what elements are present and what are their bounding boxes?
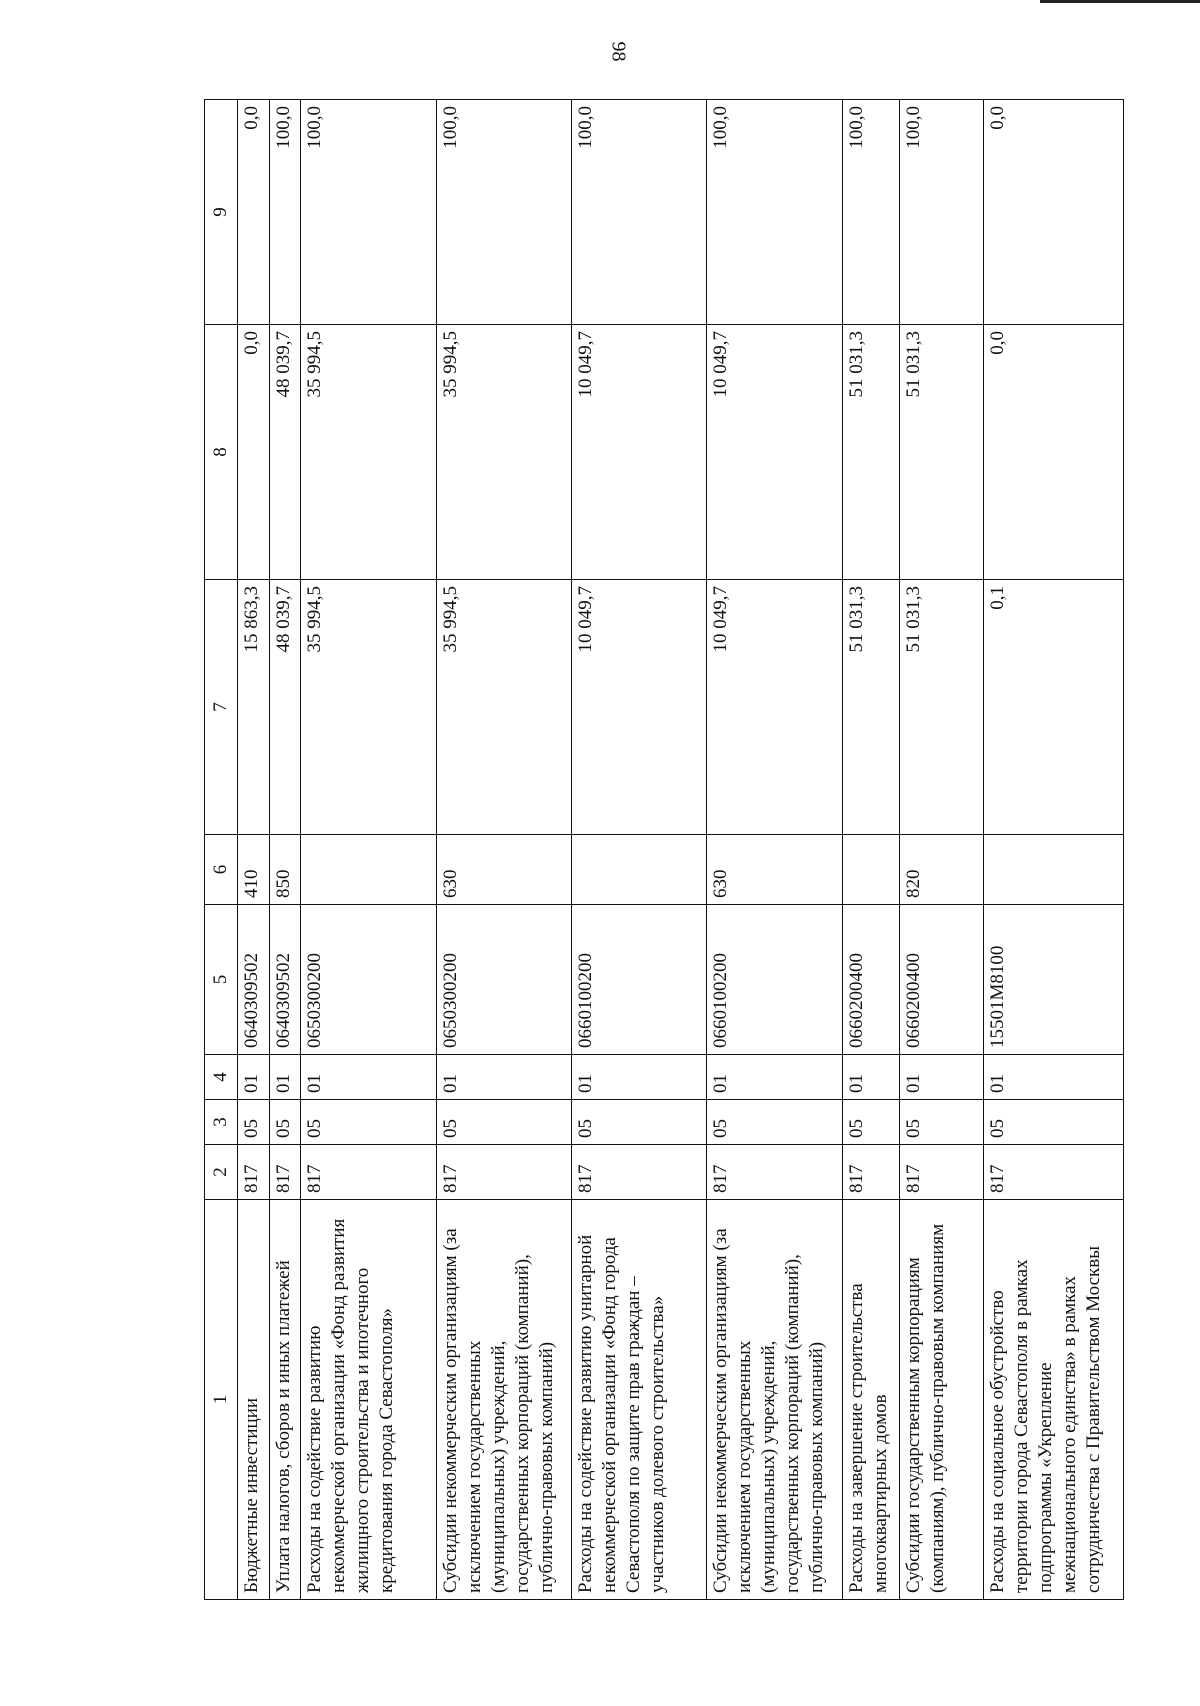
- table-cell-col-5: 0640309502: [238, 905, 270, 1055]
- table-cell-col-8: 48 039,7: [269, 325, 301, 580]
- table-cell-col-1: Расходы на завершение строительства многоквартирных домов: [842, 1200, 899, 1600]
- table-cell-col-6: 630: [436, 835, 571, 905]
- table-cell-col-4: 01: [436, 1055, 571, 1100]
- table-row: [269, 100, 301, 1600]
- table-cell-col-8: 35 994,5: [436, 325, 571, 580]
- table-cell-col-9: 100,0: [842, 100, 899, 325]
- table-cell-col-6: 820: [899, 835, 984, 905]
- table-cell-col-5: 0660200400: [899, 905, 984, 1055]
- table-cell-col-4: 01: [238, 1055, 270, 1100]
- top-edge-rule: [1040, 0, 1200, 3]
- table-cell-col-5: 0660100200: [707, 905, 842, 1055]
- table-cell-col-6: 850: [269, 835, 301, 905]
- table-row: [842, 100, 899, 1600]
- header-col-3: 3: [205, 1100, 238, 1145]
- table-row: [301, 100, 436, 1600]
- header-row: [205, 100, 238, 1600]
- table-cell-col-2: 817: [707, 1145, 842, 1200]
- table-cell-col-6: [301, 835, 436, 905]
- table-cell-col-8: 0,0: [984, 325, 1124, 580]
- table-row: [436, 100, 571, 1600]
- table-cell-col-3: 05: [269, 1100, 301, 1145]
- table-cell-col-5: 0660100200: [572, 905, 707, 1055]
- table-cell-col-8: 51 031,3: [842, 325, 899, 580]
- table-row: [984, 100, 1124, 1600]
- header-col-1: 1: [205, 1200, 238, 1600]
- table-cell-col-8: 35 994,5: [301, 325, 436, 580]
- table-cell-col-7: 15 863,3: [238, 580, 270, 835]
- table-cell-col-7: 10 049,7: [707, 580, 842, 835]
- table-cell-col-2: 817: [842, 1145, 899, 1200]
- table-cell-col-4: 01: [899, 1055, 984, 1100]
- table-cell-col-9: 100,0: [707, 100, 842, 325]
- table-cell-col-7: 51 031,3: [842, 580, 899, 835]
- table-cell-col-4: 01: [269, 1055, 301, 1100]
- table-cell-col-9: 100,0: [301, 100, 436, 325]
- table-cell-col-3: 05: [572, 1100, 707, 1145]
- table-cell-col-7: 48 039,7: [269, 580, 301, 835]
- table-cell-col-1: Бюджетные инвестиции: [238, 1200, 270, 1600]
- table-cell-col-9: 100,0: [269, 100, 301, 325]
- table-cell-col-2: 817: [301, 1145, 436, 1200]
- table-cell-col-5: 15501М8100: [984, 905, 1124, 1055]
- table-cell-col-1: Уплата налогов, сборов и иных платежей: [269, 1200, 301, 1600]
- table-row: [572, 100, 707, 1600]
- table-cell-col-2: 817: [899, 1145, 984, 1200]
- table-cell-col-3: 05: [984, 1100, 1124, 1145]
- table-cell-col-8: 10 049,7: [572, 325, 707, 580]
- table-cell-col-3: 05: [238, 1100, 270, 1145]
- table-cell-col-9: 100,0: [572, 100, 707, 325]
- table-cell-col-7: 10 049,7: [572, 580, 707, 835]
- header-col-4: 4: [205, 1055, 238, 1100]
- table-cell-col-1: Субсидии некоммерческим организациям (за исключением государственных (муниципальных) учреждений, государственных корпораций (компаний), публично-правовых компаний): [436, 1200, 571, 1600]
- page-number: 98: [607, 41, 630, 62]
- table-cell-col-3: 05: [436, 1100, 571, 1145]
- table-cell-col-7: 35 994,5: [436, 580, 571, 835]
- table-cell-col-6: [984, 835, 1124, 905]
- table-cell-col-6: [842, 835, 899, 905]
- table-cell-col-4: 01: [707, 1055, 842, 1100]
- table-cell-col-8: 0,0: [238, 325, 270, 580]
- table-row: [899, 100, 984, 1600]
- table-cell-col-2: 817: [238, 1145, 270, 1200]
- table-cell-col-2: 817: [984, 1145, 1124, 1200]
- table-cell-col-1: Расходы на содействие развитию унитарной некоммерческой организации «Фонд города Севастополя по защите прав граждан – участников долевого строительства»: [572, 1200, 707, 1600]
- table-cell-col-3: 05: [707, 1100, 842, 1145]
- table-cell-col-8: 51 031,3: [899, 325, 984, 580]
- table-cell-col-9: 100,0: [436, 100, 571, 325]
- table-cell-col-4: 01: [301, 1055, 436, 1100]
- table-cell-col-5: 0640309502: [269, 905, 301, 1055]
- table-body: [238, 100, 1124, 1600]
- header-col-6: 6: [205, 835, 238, 905]
- table-cell-col-2: 817: [269, 1145, 301, 1200]
- table-cell-col-6: [572, 835, 707, 905]
- header-col-8: 8: [205, 325, 238, 580]
- table-cell-col-9: 0,0: [984, 100, 1124, 325]
- table-cell-col-7: 35 994,5: [301, 580, 436, 835]
- table-row: [238, 100, 270, 1600]
- table-cell-col-6: 410: [238, 835, 270, 905]
- header-col-2: 2: [205, 1145, 238, 1200]
- table-cell-col-1: Расходы на содействие развитию некоммерческой организации «Фонд развития жилищного строительства и ипотечного кредитования города Севастополя»: [301, 1200, 436, 1600]
- table-cell-col-4: 01: [572, 1055, 707, 1100]
- table-cell-col-8: 10 049,7: [707, 325, 842, 580]
- table-cell-col-5: 0660200400: [842, 905, 899, 1055]
- table-cell-col-5: 0650300200: [301, 905, 436, 1055]
- table-cell-col-9: 100,0: [899, 100, 984, 325]
- budget-table: [204, 99, 1124, 1600]
- header-col-7: 7: [205, 580, 238, 835]
- rotated-table-container: [204, 100, 1124, 1600]
- table-row: [707, 100, 842, 1600]
- table-cell-col-1: Субсидии государственным корпорациям (компаниям), публично-правовым компаниям: [899, 1200, 984, 1600]
- table-cell-col-2: 817: [572, 1145, 707, 1200]
- table-cell-col-4: 01: [984, 1055, 1124, 1100]
- table-cell-col-6: 630: [707, 835, 842, 905]
- table-cell-col-7: 51 031,3: [899, 580, 984, 835]
- table-cell-col-9: 0,0: [238, 100, 270, 325]
- table-cell-col-3: 05: [899, 1100, 984, 1145]
- table-cell-col-3: 05: [301, 1100, 436, 1145]
- table-cell-col-7: 0,1: [984, 580, 1124, 835]
- table-cell-col-5: 0650300200: [436, 905, 571, 1055]
- table-cell-col-4: 01: [842, 1055, 899, 1100]
- table-cell-col-1: Субсидии некоммерческим организациям (за исключением государственных (муниципальных) учреждений, государственных корпораций (компаний), публично-правовых компаний): [707, 1200, 842, 1600]
- table-cell-col-2: 817: [436, 1145, 571, 1200]
- table-cell-col-3: 05: [842, 1100, 899, 1145]
- header-col-5: 5: [205, 905, 238, 1055]
- header-col-9: 9: [205, 100, 238, 325]
- table-cell-col-1: Расходы на социальное обустройство территории города Севастополя в рамках подпрограммы «Укрепление межнационального единства» в рамках сотрудничества с Правительством Москвы: [984, 1200, 1124, 1600]
